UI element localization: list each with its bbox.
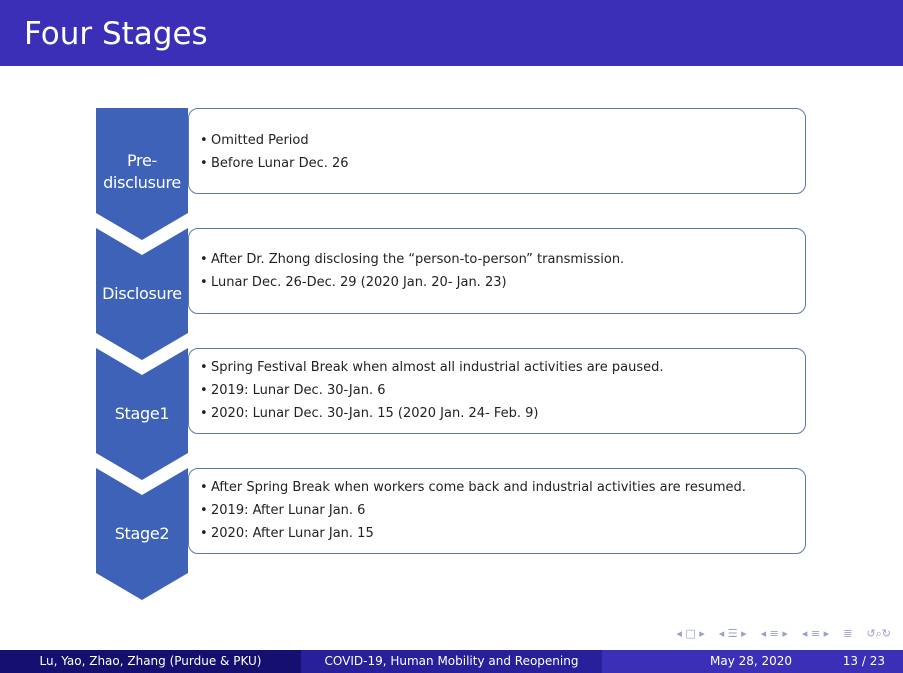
bullet-item: • 2020: After Lunar Jan. 15 xyxy=(189,522,805,545)
nav-outline-icon[interactable]: ≣ xyxy=(843,627,853,640)
nav-slide-icon[interactable]: ◂ ≡ ▸ xyxy=(801,627,830,640)
stage-box-stage1 xyxy=(188,348,806,434)
footer-title: COVID-19, Human Mobility and Reopening xyxy=(301,650,602,673)
nav-subsection-icon[interactable]: ◂ ≡ ▸ xyxy=(760,627,788,640)
footer-date: May 28, 2020 xyxy=(710,654,793,668)
bullet-list xyxy=(189,129,805,175)
stage-label-stage2 xyxy=(95,523,189,545)
nav-frame-icon[interactable]: ◂ □ ▸ xyxy=(676,627,705,640)
bullet-item: • Lunar Dec. 26-Dec. 29 (2020 Jan. 20- Jan. 23) xyxy=(189,271,805,294)
stage-label-disclosure xyxy=(95,283,189,305)
stage-box-pre-disclosure xyxy=(188,108,806,194)
stage-label-stage1 xyxy=(95,403,189,425)
stage-label-line: Disclosure xyxy=(102,284,182,303)
slide-title: Four Stages xyxy=(24,16,208,52)
footer-bar xyxy=(0,650,903,673)
bullet-item: • Before Lunar Dec. 26 xyxy=(189,152,805,175)
bullet-list xyxy=(189,248,805,294)
bullet-list xyxy=(189,356,805,425)
stage-label-line: Stage2 xyxy=(114,524,170,543)
bullet-item: • 2019: Lunar Dec. 30-Jan. 6 xyxy=(189,379,805,402)
stage-label-pre-disclosure xyxy=(95,150,189,194)
stage-label-line: Pre- disclusure xyxy=(103,151,181,192)
nav-section-icon[interactable]: ◂ ☰ ▸ xyxy=(718,627,747,640)
stage-label-line: Stage1 xyxy=(114,404,170,423)
bullet-item: • Omitted Period xyxy=(189,129,805,152)
bullet-item: • 2020: Lunar Dec. 30-Jan. 15 (2020 Jan. 24- Feb. 9) xyxy=(189,402,805,425)
bullet-item: • Spring Festival Break when almost all industrial activities are paused. xyxy=(189,356,805,379)
bullet-item: • After Spring Break when workers come back and industrial activities are resumed. xyxy=(189,476,805,499)
beamer-navigation xyxy=(676,626,891,642)
footer-date-section xyxy=(602,650,903,673)
bullet-item: • 2019: After Lunar Jan. 6 xyxy=(189,499,805,522)
stage-box-disclosure xyxy=(188,228,806,314)
bullet-item: • After Dr. Zhong disclosing the “person-to-person” transmission. xyxy=(189,248,805,271)
nav-search-icon[interactable]: ↺⌕↻ xyxy=(866,627,891,640)
stage-box-stage2 xyxy=(188,468,806,554)
bullet-list xyxy=(189,476,805,545)
footer-page-number: 13 / 23 xyxy=(842,654,885,668)
footer-authors: Lu, Yao, Zhao, Zhang (Purdue & PKU) xyxy=(0,650,301,673)
